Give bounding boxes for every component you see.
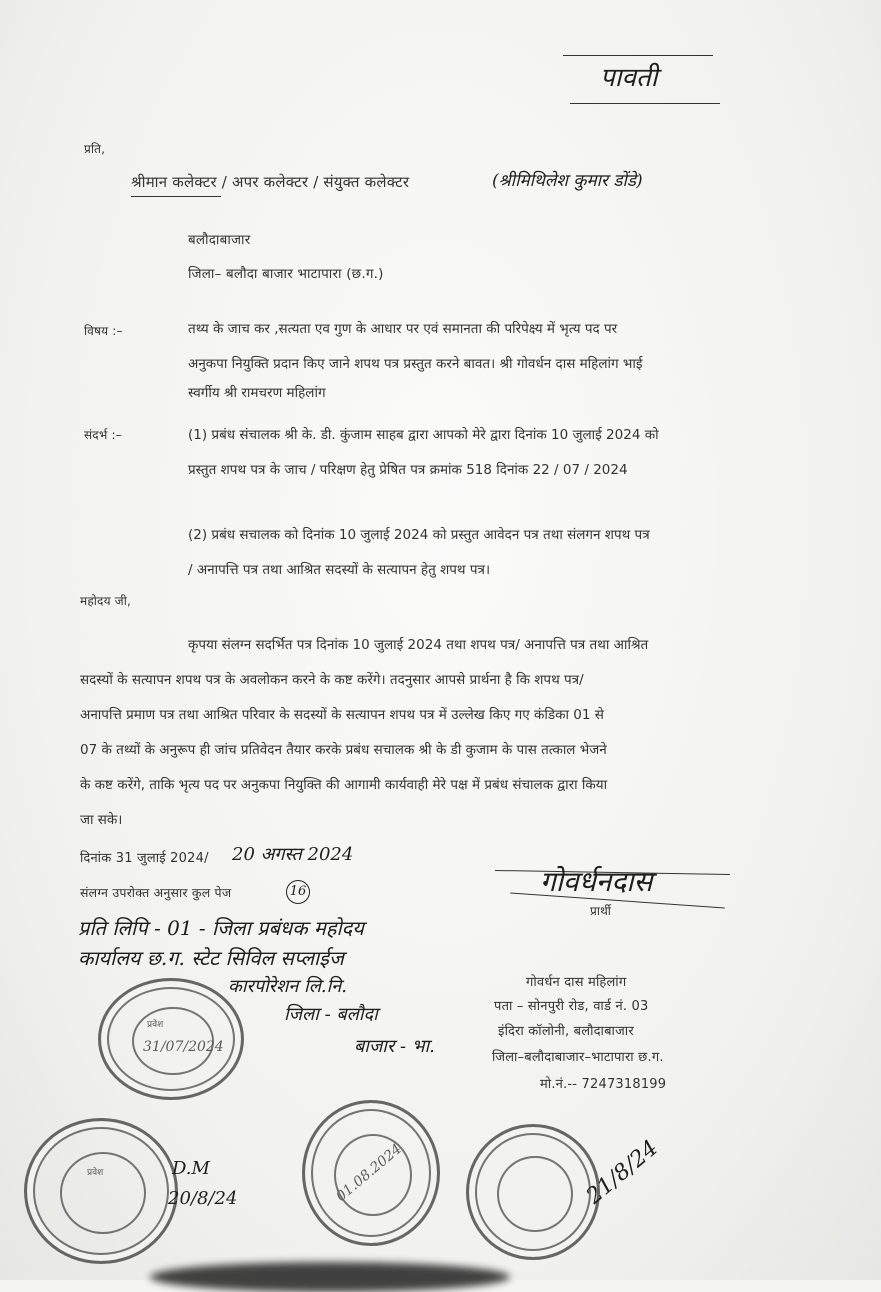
recipient-city: बलौदाबाजार: [188, 232, 251, 248]
reference-line: / अनापत्ति पत्र तथा आश्रित सदस्यों के सत्यापन हेतु शपथ पत्र।: [188, 562, 491, 578]
received-stamp-civil-supplies: [302, 1100, 440, 1246]
sender-phone: मो.नं.-- 7247318199: [540, 1077, 667, 1092]
recipient-district: जिला– बलौदा बाजार भाटापारा (छ.ग.): [188, 266, 384, 282]
sender-address-1: पता – सोनपुरी रोड, वार्ड नं. 03: [494, 999, 649, 1014]
copy-note-line: कार्यालय छ.ग. स्टेट सिविल सप्लाईज: [78, 946, 344, 970]
copy-note-line: बाजार - भा.: [354, 1036, 435, 1057]
sender-address-3: जिला–बलौदाबाजार–भाटापारा छ.ग.: [492, 1050, 664, 1065]
stamp-inward-label: प्रवेश: [147, 1020, 164, 1030]
body-line: सदस्यों के सत्यापन शपथ पत्र के अवलोकन करने के कष्ट करेंगे। तदनुसार आपसे प्रार्थना है कि शपथ पत्र/: [80, 672, 584, 688]
sender-address-2: इंदिरा कॉलोनी, बलौदाबाजार: [498, 1024, 634, 1039]
body-paragraph: [80, 628, 820, 838]
stamp-date: 01.08.2024: [333, 1141, 405, 1205]
copy-note-line: जिला - बलौदा: [284, 1004, 378, 1025]
inward-stamp-collector-2: [24, 1118, 178, 1264]
stamp-date: 20/8/24: [168, 1188, 238, 1209]
signature: गोवर्धनदास: [540, 865, 653, 898]
stamp-date: 31/07/2024: [143, 1039, 224, 1055]
salutation: महोदय जी,: [80, 594, 132, 608]
subject-label: विषय :–: [84, 324, 123, 338]
scan-shadow: [150, 1262, 510, 1292]
enclosure-page-count: 16: [286, 880, 310, 904]
recipient-handwritten-name: (श्रीमिथिलेश कुमार डोंडे): [492, 171, 643, 191]
footer-enclosure: संलग्न उपरोक्त अनुसार कुल पेज: [80, 885, 232, 900]
copy-note-line: कारपोरेशन लि.नि.: [228, 976, 348, 997]
subject-text: [188, 312, 643, 404]
reference-item-1: [188, 418, 659, 488]
body-line: जा सके।: [80, 812, 123, 828]
reference-label: संदर्भ :–: [84, 428, 122, 442]
subject-line: तथ्य के जाच कर ,सत्यता एव गुण के आधार पर एवं समानता की परिपेक्ष्य में भृत्य पद पर: [188, 321, 618, 337]
subject-line: अनुकपा नियुक्ति प्रदान किए जाने शपथ पत्र प्रस्तुत करने बावत। श्री गोवर्धन दास महिलांग भाई: [188, 356, 643, 372]
reference-line: (2) प्रबंध सचालक को दिनांक 10 जुलाई 2024 को प्रस्तुत आवेदन पत्र तथा संलगन शपथ पत्र: [188, 527, 650, 543]
stamp-note-dm: D.M: [172, 1158, 210, 1179]
body-line: 07 के तथ्यों के अनुरूप ही जांच प्रतिवेदन तैयार करके प्रबंध सचालक श्री के डी कुजाम के पास तत्काल भेजने: [80, 742, 607, 758]
inward-stamp-collector-1: [98, 978, 244, 1100]
received-stamp-district: [466, 1124, 600, 1260]
marker-underline-bottom: [570, 103, 720, 104]
signature-label: प्रार्थी: [590, 904, 612, 918]
subject-line: स्वर्गीय श्री रामचरण महिलांग: [188, 385, 326, 401]
body-line: अनापत्ति प्रमाण पत्र तथा आश्रित परिवार के सदस्यों के सत्यापन शपथ पत्र में उल्लेख किए गए कंडिका 01 से: [80, 707, 604, 723]
sender-name: गोवर्धन दास महिलांग: [526, 975, 627, 990]
copy-note-line: प्रति लिपि - 01 - जिला प्रबंधक महोदय: [78, 916, 364, 940]
recipient-addressee: श्रीमान कलेक्टर / अपर कलेक्टर / संयुक्त कलेक्टर: [131, 173, 410, 191]
addressee-underline: [131, 196, 221, 197]
recipient-prefix: प्रति,: [84, 142, 106, 156]
reference-item-2: [188, 518, 650, 588]
reference-line: प्रस्तुत शपथ पत्र के जाच / परिक्षण हेतु प्रेषित पत्र क्रमांक 518 दिनांक 22 / 07 / 2024: [188, 462, 628, 478]
reference-line: (1) प्रबंध संचालक श्री के. डी. कुंजाम साहब द्वारा आपको मेरे द्वारा दिनांक 10 जुलाई 2024 को: [188, 427, 659, 443]
body-line: कृपया संलग्न सदर्भित पत्र दिनांक 10 जुलाई 2024 तथा शपथ पत्र/ अनापत्ति पत्र तथा आश्रित: [188, 637, 649, 653]
body-line: के कष्ट करेंगे, ताकि भृत्य पद पर अनुकपा नियुक्ति की आगामी कार्यवाही मेरे पक्ष में प्रबंध संचालक द्वारा किया: [80, 777, 608, 793]
footer-date-printed: दिनांक 31 जुलाई 2024/: [80, 851, 209, 866]
stamp-inward-label: प्रवेश: [87, 1168, 104, 1178]
marker-underline-top: [563, 55, 713, 56]
page-marker: पावती: [600, 63, 658, 93]
stamp-date: 21/8/24: [581, 1135, 663, 1210]
footer-date-handwritten: 20 अगस्त 2024: [232, 844, 354, 865]
